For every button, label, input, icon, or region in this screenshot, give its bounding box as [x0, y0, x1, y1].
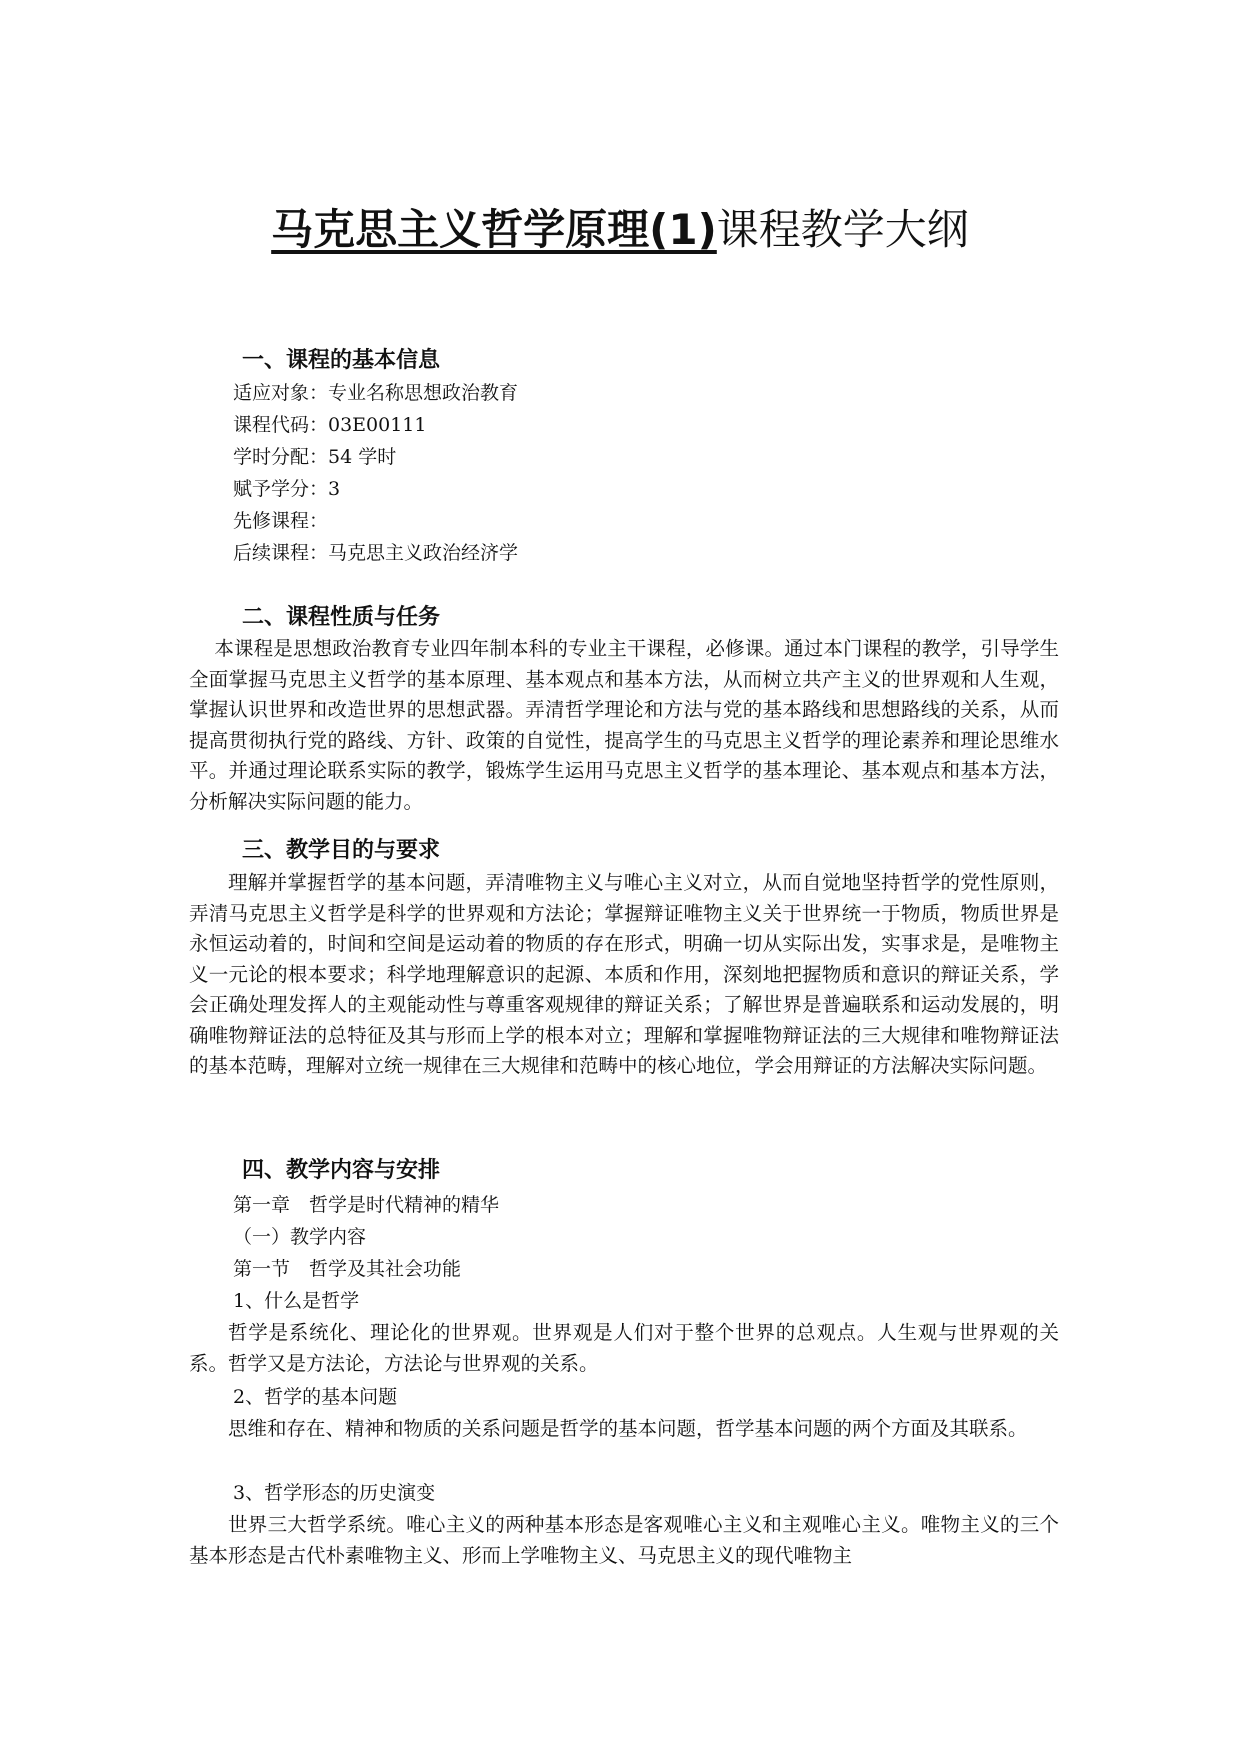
- title-rest-part: 课程教学大纲: [716, 205, 969, 254]
- info-line-hours: 学时分配：54 学时: [233, 446, 397, 468]
- document-title: [0, 200, 1240, 260]
- section3-paragraph: 理解并掌握哲学的基本问题，弄清唯物主义与唯心主义对立，从而自觉地坚持哲学的党性原则，弄清马克思主义哲学是科学的世界观和方法论；掌握辩证唯物主义关于世界统一于物质，物质世界是永恒运动着的，时间和空间是运动着的物质的存在形式，明确一切从实际出发，实事求是，是唯物主义一元论的根本要求；科学地理解意识的起源、本质和作用，深刻地把握物质和意识的辩证关系，学会正确处理发挥人的主观能动性与尊重客观规律的辩证关系；了解世界是普遍联系和运动发展的，明确唯物辩证法的总特征及其与形而上学的根本对立；理解和掌握唯物辩证法的三大规律和唯物辩证法的基本范畴，理解对立统一规律在三大规律和范畴中的核心地位，学会用辩证的方法解决实际问题。: [189, 871, 1059, 1077]
- section2-paragraph: 本课程是思想政治教育专业四年制本科的专业主干课程，必修课。通过本门课程的教学，引导学生全面掌握马克思主义哲学的基本原理、基本观点和基本方法，从而树立共产主义的世界观和人生观，掌握认识世界和改造世界的思想武器。弄清哲学理论和方法与党的基本路线和思想路线的关系，从而提高贯彻执行党的路线、方针、政策的自觉性，提高学生的马克思主义哲学的理论素养和理论思维水平。并通过理论联系实际的教学，锻炼学生运用马克思主义哲学的基本理论、基本观点和基本方法，分析解决实际问题的能力。: [189, 637, 1059, 813]
- section3-heading: 三、教学目的与要求: [242, 838, 441, 863]
- item2-text: 思维和存在、精神和物质的关系问题是哲学的基本问题，哲学基本问题的两个方面及其联系。: [228, 1417, 1028, 1440]
- info-line-prerequisite: 先修课程：: [233, 510, 329, 532]
- title-underlined-part: 马克思主义哲学原理(1): [271, 205, 717, 254]
- chapter-title: 第一章 哲学是时代精神的精华: [233, 1194, 500, 1216]
- info-line-course-code: 课程代码：03E00111: [233, 414, 427, 436]
- item1-title: 1、什么是哲学: [233, 1290, 360, 1312]
- section-node-title: 第一节 哲学及其社会功能: [233, 1258, 462, 1280]
- item2-title: 2、哲学的基本问题: [233, 1386, 398, 1408]
- section2-heading: 二、课程性质与任务: [242, 605, 441, 630]
- item3-text: 世界三大哲学系统。唯心主义的两种基本形态是客观唯心主义和主观唯心主义。唯物主义的三个基本形态是古代朴素唯物主义、形而上学唯物主义、马克思主义的现代唯物主: [189, 1513, 1059, 1567]
- info-line-followup: 后续课程：马克思主义政治经济学: [233, 542, 519, 564]
- item3-title: 3、哲学形态的历史演变: [233, 1482, 436, 1504]
- section1-heading: 一、课程的基本信息: [242, 348, 441, 373]
- info-line-credits: 赋予学分：3: [233, 478, 341, 500]
- item1-text: 哲学是系统化、理论化的世界观。世界观是人们对于整个世界的总观点。人生观与世界观的关系。哲学又是方法论，方法论与世界观的关系。: [189, 1321, 1059, 1375]
- info-line-audience: 适应对象：专业名称思想政治教育: [233, 382, 519, 404]
- subsection-label: （一）教学内容: [233, 1226, 367, 1248]
- section4-heading: 四、教学内容与安排: [242, 1158, 441, 1183]
